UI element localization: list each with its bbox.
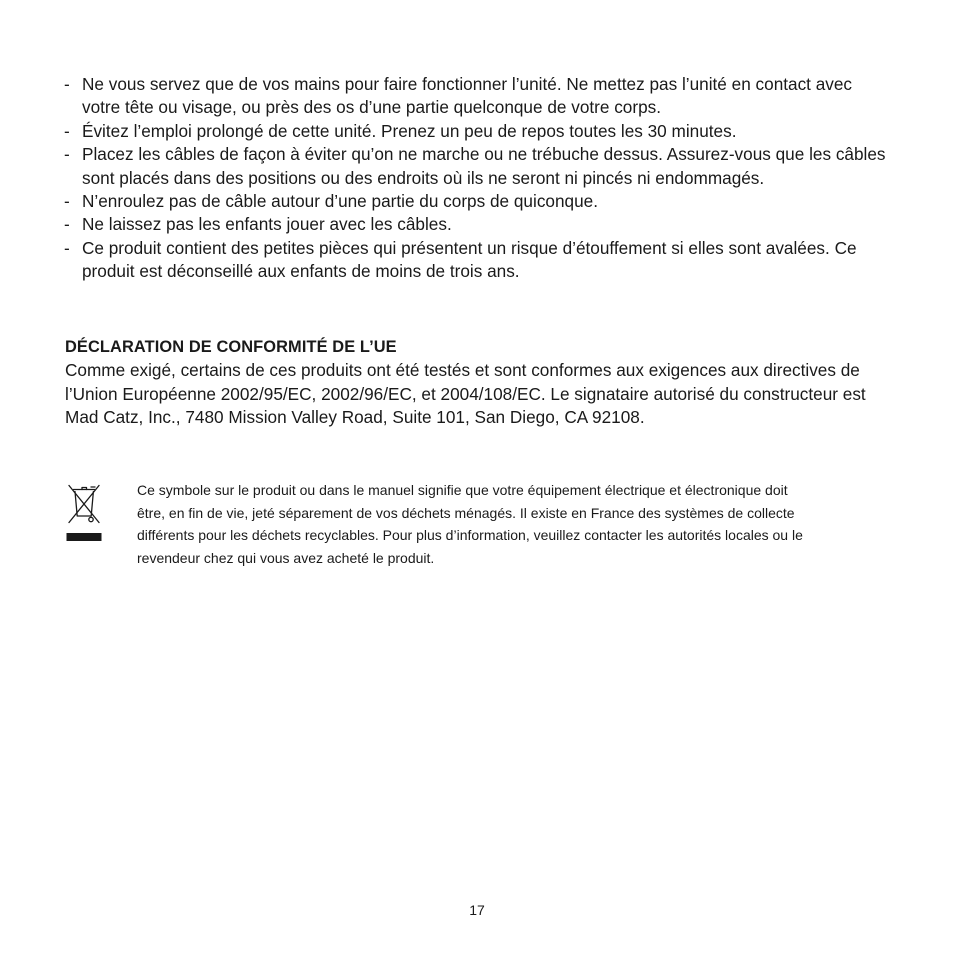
- list-item: [64, 237, 894, 284]
- bullet-dash: -: [64, 237, 70, 258]
- declaration-paragraph: Comme exigé, certains de ces produits ont été testés et sont conformes aux exigences aux directives de l’Union Européenne 2002/95/EC, 2002/96/EC, et 2004/108/EC. Le signataire autorisé du constructeur est Mad Catz, Inc., 7480 Mission Valley Road, Suite 101, San Diego, CA 92108.: [65, 360, 866, 428]
- bullet-dash: -: [64, 120, 70, 141]
- crossed-out-wheelie-bin-icon: [64, 481, 104, 543]
- list-item-text: Placez les câbles de façon à éviter qu’on ne marche ou ne trébuche dessus. Assurez-vous que les câbles sont placés dans des positions ou des endroits où ils ne seront ni pincés ni endommagés.: [82, 144, 886, 188]
- bullet-dash: -: [64, 144, 70, 165]
- bullet-dash: -: [64, 74, 70, 94]
- list-item-text: Ce produit contient des petites pièces qui présentent un risque d’étouffement si elles sont avalées. Ce produit est déconseillé aux enfants de moins de trois ans.: [82, 237, 857, 282]
- weee-notice-text: Ce symbole sur le produit ou dans le manuel signifie que votre équipement électrique et électronique doit être, en fin de vie, jeté séparement de vos déchets ménagés. Il existe en France des systèmes de collecte différents pour les déchets recyclables. Pour plus d’information, veuillez contacter les autorités locales ou le revendeur chez qui vous avez acheté le produit.: [137, 482, 803, 566]
- list-item-text: Ne vous servez que de vos mains pour faire fonctionner l’unité. Ne mettez pas l’unité en contact avec votre tête ou visage, ou près des os d’une partie quelconque de votre corps.: [82, 74, 853, 118]
- list-item-text: N’enroulez pas de câble autour d’une partie du corps de quiconque.: [82, 191, 598, 212]
- list-item: [64, 143, 894, 190]
- bullet-dash: -: [64, 191, 70, 212]
- list-item-text: Évitez l’emploi prolongé de cette unité. Prenez un peu de repos toutes les 30 minutes.: [82, 120, 737, 141]
- precautions-list: [64, 73, 894, 284]
- list-item: [64, 190, 894, 213]
- list-item-text: Ne laissez pas les enfants jouer avec les câbles.: [82, 214, 452, 235]
- list-item: [64, 120, 894, 143]
- section-heading: DÉCLARATION DE CONFORMITÉ DE L’UE: [65, 338, 397, 356]
- bullet-dash: -: [64, 214, 70, 235]
- eu-declaration-section: [65, 336, 895, 430]
- list-item: [64, 73, 894, 120]
- page-number: 17: [469, 902, 485, 918]
- list-item: [64, 213, 894, 236]
